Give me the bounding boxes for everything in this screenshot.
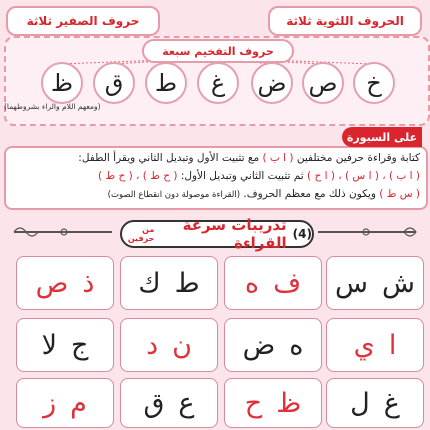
card-letter-b: ق — [143, 387, 165, 419]
card-letter-b: ص — [35, 267, 69, 299]
card-letter-b: لا — [41, 329, 57, 361]
letter-card — [326, 378, 424, 428]
card-letter-a: ا — [388, 329, 397, 361]
letter-card — [16, 256, 114, 310]
letter-card — [224, 256, 322, 310]
card-letter-b: س — [335, 267, 368, 299]
card-letter-a: ذ — [82, 267, 95, 299]
tafkhim-letter-ghain — [197, 62, 239, 104]
card-letter-b: ض — [242, 329, 276, 361]
board-line-2 — [98, 170, 420, 182]
letter-card — [16, 378, 114, 428]
tab-labial-label: الحروف اللثوية ثلاثة — [286, 14, 404, 28]
drill-title-text: تدريبات سرعة القراءة — [182, 216, 287, 252]
board-line-3 — [108, 188, 420, 200]
card-letter-a: ط — [174, 267, 200, 299]
letter-card — [16, 318, 114, 372]
tafkhim-title-text: حروف التفخيم سبعة — [162, 44, 274, 58]
tafkhim-note: (ومعهم اللام والراء بشروطهما) — [4, 102, 101, 111]
board-line1-part-b: ( ا ب ) — [262, 152, 294, 164]
card-letter-a: ج — [70, 329, 89, 361]
card-letter-a: ه — [289, 329, 304, 361]
tafkhim-letter-text: ض — [257, 69, 287, 97]
board-label-text: على السبورة — [346, 130, 418, 144]
drill-title — [120, 216, 314, 252]
card-letter-a: ف — [273, 267, 302, 299]
letter-card — [120, 318, 218, 372]
drill-number: (4) — [292, 227, 312, 241]
tafkhim-letter-text: خ — [366, 69, 382, 97]
tafkhim-letter-dad — [251, 62, 293, 104]
board-line2-part-c: ( ح ط ) ، ( ح ط ) — [98, 170, 178, 182]
board-line3-part-c: (القراءة موصولة دون انقطاع الصوت) — [107, 190, 241, 200]
card-letter-b: ه — [244, 267, 260, 299]
card-letter-a: ع — [178, 387, 195, 419]
card-letter-b: ل — [350, 387, 370, 419]
board-line3-part-b: ويكون ذلك مع معظم الحروف. — [243, 188, 376, 200]
tafkhim-letter-qaf — [93, 62, 135, 104]
letter-card — [120, 256, 218, 310]
tab-whistling-label: حروف الصفير ثلاثة — [26, 14, 140, 28]
tafkhim-title — [142, 39, 294, 63]
board-line2-part-a: ( ا ب ) ، ( ا س ) ، ( ا ح ) — [307, 170, 420, 182]
card-letter-a: غ — [383, 387, 400, 419]
tab-labial-letters — [268, 6, 422, 36]
tafkhim-letter-text: ط — [154, 69, 178, 97]
card-letter-b: ك — [138, 267, 161, 299]
letter-card — [120, 378, 218, 428]
tafkhim-letter-text: ظ — [50, 69, 74, 97]
card-letter-a: م — [70, 387, 87, 419]
card-letter-b: ي — [353, 329, 375, 361]
tafkhim-letter-text: ق — [104, 69, 124, 97]
card-letter-a: ظ — [276, 387, 302, 419]
tafkhim-letter-text: ص — [308, 69, 338, 97]
tafkhim-letter-ta — [145, 62, 187, 104]
board-line-1 — [78, 152, 420, 164]
card-letter-b: ز — [43, 387, 57, 419]
board-line1-part-c: مع تثبيت الأول وتبديل الثاني ويقرأ الطفل: — [78, 152, 260, 164]
board-line2-part-b: ثم تثبيت الثاني وتبديل الأول: — [180, 170, 304, 182]
tafkhim-letter-text: غ — [210, 69, 226, 97]
card-letter-a: ن — [172, 329, 192, 361]
tab-whistling-letters — [6, 6, 160, 36]
drill-subtitle: من حرفين — [127, 225, 155, 243]
letter-card — [224, 378, 322, 428]
letter-card — [326, 318, 424, 372]
board-label — [342, 127, 422, 147]
letter-card — [224, 318, 322, 372]
card-letter-a: ش — [382, 267, 415, 299]
card-letter-b: ح — [244, 387, 263, 419]
board-line1-part-a: كتابة وقراءة حرفين مختلفين — [296, 152, 420, 164]
tafkhim-letter-za — [41, 62, 83, 104]
tafkhim-letter-kha — [353, 62, 395, 104]
card-letter-b: د — [146, 329, 159, 361]
tafkhim-letter-sad — [302, 62, 344, 104]
board-line3-part-a: ( س ط ) — [379, 188, 420, 200]
letter-card — [326, 256, 424, 310]
